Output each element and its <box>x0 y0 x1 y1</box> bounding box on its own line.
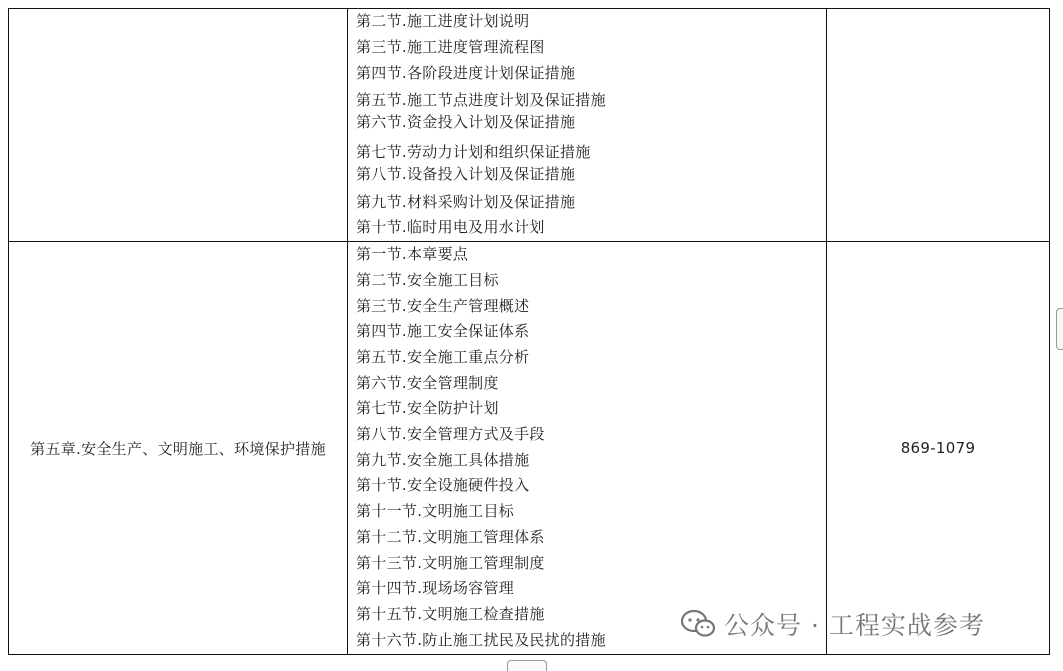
section-item: 第六节.安全管理制度 <box>356 374 499 392</box>
pages-cell: 869-1079 <box>827 242 1050 655</box>
section-item: 第十节.临时用电及用水计划 <box>356 218 545 236</box>
section-item: 第九节.安全施工具体措施 <box>356 451 530 469</box>
section-item: 第八节.安全管理方式及手段 <box>356 425 545 443</box>
contents-table <box>8 8 1050 655</box>
section-item: 第二节.安全施工目标 <box>356 271 499 289</box>
table-row <box>9 242 1050 655</box>
section-item: 第五节.施工节点进度计划及保证措施 <box>356 91 606 109</box>
section-item: 第五节.安全施工重点分析 <box>356 348 530 366</box>
sections-cell <box>348 242 827 655</box>
section-item: 第十四节.现场场容管理 <box>356 579 515 597</box>
section-item: 第十五节.文明施工检查措施 <box>356 605 545 623</box>
chapter-cell <box>9 9 348 242</box>
chapter-cell: 第五章.安全生产、文明施工、环境保护措施 <box>9 242 348 655</box>
section-item: 第十六节.防止施工扰民及民扰的措施 <box>356 631 606 649</box>
pages-cell <box>827 9 1050 242</box>
section-item: 第十一节.文明施工目标 <box>356 502 515 520</box>
table-row <box>9 9 1050 242</box>
section-item: 第四节.各阶段进度计划保证措施 <box>356 64 576 82</box>
section-item: 第七节.安全防护计划 <box>356 399 499 417</box>
section-item: 第一节.本章要点 <box>356 245 469 263</box>
section-item: 第四节.施工安全保证体系 <box>356 322 530 340</box>
section-item: 第六节.资金投入计划及保证措施 <box>356 113 576 131</box>
section-item: 第三节.安全生产管理概述 <box>356 297 530 315</box>
watermark <box>680 604 985 644</box>
sections-cell <box>348 9 827 242</box>
section-item: 第十节.安全设施硬件投入 <box>356 476 530 494</box>
section-item: 第二节.施工进度计划说明 <box>356 12 530 30</box>
section-item: 第十三节.文明施工管理制度 <box>356 554 545 572</box>
section-item: 第三节.施工进度管理流程图 <box>356 38 545 56</box>
section-item: 第九节.材料采购计划及保证措施 <box>356 193 576 211</box>
watermark-text: 公众号 · 工程实战参考 <box>724 611 985 640</box>
section-item: 第八节.设备投入计划及保证措施 <box>356 165 576 183</box>
section-item: 第七节.劳动力计划和组织保证措施 <box>356 143 591 161</box>
section-item: 第十二节.文明施工管理体系 <box>356 528 545 546</box>
side-scroll-tab[interactable] <box>1056 308 1063 350</box>
wechat-icon <box>680 609 716 639</box>
